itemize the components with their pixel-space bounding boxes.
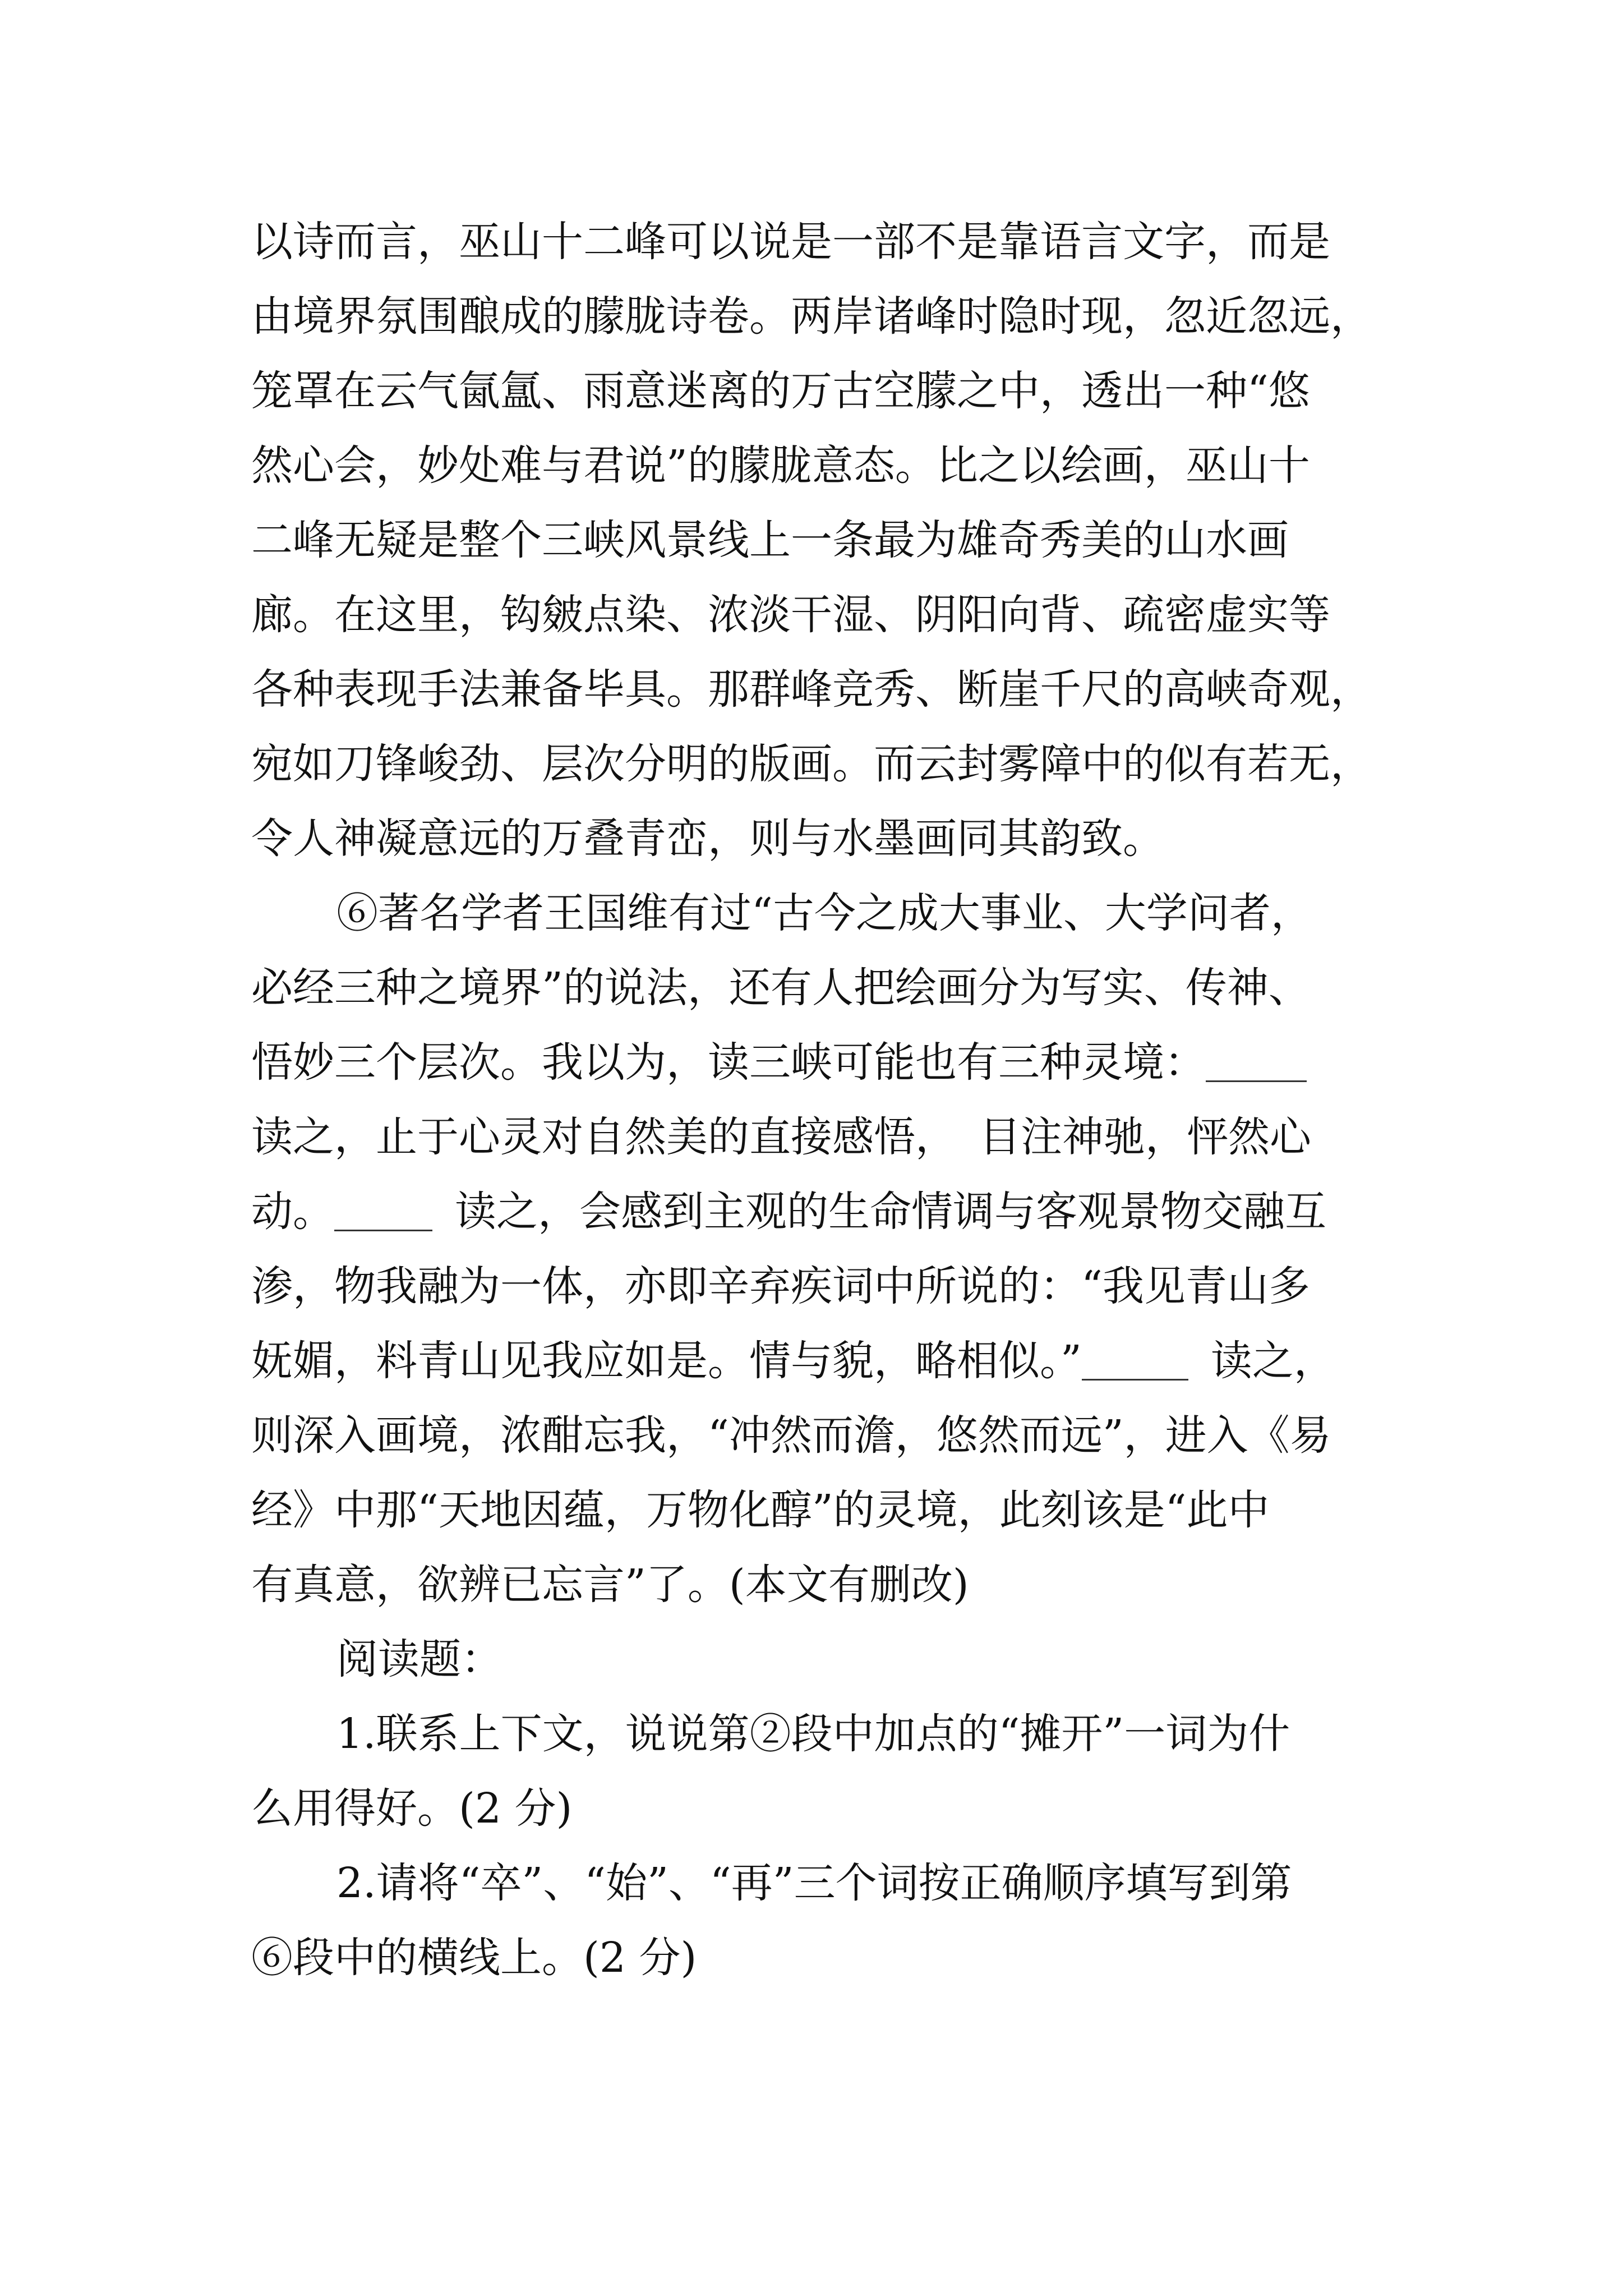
question-2-line: 2.请将“卒”、“始”、“再”三个词按正确顺序填写到第	[336, 1859, 1292, 1907]
question-2-line: ⑥段中的横线上。(2 分)	[251, 1934, 697, 1982]
text-line: 然心会，妙处难与君说”的朦胧意态。比之以绘画，巫山十	[251, 441, 1310, 490]
text-line: 令人神凝意远的万叠青峦，则与水墨画同其韵致。	[251, 815, 1164, 863]
paragraph-6-text: 动。	[251, 1188, 334, 1236]
paragraph-6-line: 则深入画境，浓酣忘我，“冲然而澹，悠然而远”，进入《易	[251, 1411, 1331, 1460]
paragraph-6-text: 妩媚，料青山见我应如是。情与貌，略相似。”	[251, 1337, 1082, 1385]
paragraph-6-line	[251, 1333, 1335, 1389]
question-1-line: 1.联系上下文，说说第②段中加点的“摊开”一词为什	[336, 1710, 1290, 1758]
text-line: 廊。在这里，钩皴点染、浓淡干湿、阴阳向背、疏密虚实等	[251, 591, 1330, 639]
paragraph-6-line: 经》中那“天地因蕴，万物化醇”的灵境，此刻该是“此中	[251, 1486, 1270, 1534]
text-line: 以诗而言，巫山十二峰可以说是一部不是靠语言文字，而是	[251, 218, 1330, 266]
paragraph-6-line: 必经三种之境界”的说法，还有人把绘画分为写实、传神、	[251, 964, 1310, 1012]
paragraph-6-line	[251, 1034, 1307, 1091]
paragraph-6-text: 目注神驰，怦然心	[979, 1113, 1311, 1161]
paragraph-6-line: ⑥著名学者王国维有过“古今之成大事业、大学问者，	[336, 889, 1312, 937]
questions-heading: 阅读题：	[336, 1635, 502, 1683]
paragraph-6-line: 有真意，欲辨已忘言”了。(本文有删改)	[251, 1561, 969, 1609]
paragraph-6-text: 读之，会感到主观的生命情调与客观景物交融互	[455, 1188, 1326, 1236]
paragraph-6-text: 读之，	[1210, 1337, 1335, 1385]
text-line: 笼罩在云气氤氲、雨意迷离的万古空朦之中，透出一种“悠	[251, 367, 1310, 415]
paragraph-6-line	[251, 1184, 1326, 1240]
text-line: 宛如刀锋峻劲、层次分明的版画。而云封雾障中的似有若无，	[251, 740, 1372, 788]
paragraph-6-line: 渗，物我融为一体，亦即辛弃疾词中所说的：“我见青山多	[251, 1262, 1310, 1310]
text-line: 各种表现手法兼备毕具。那群峰竞秀、断崖千尺的高峡奇观，	[251, 665, 1372, 714]
fill-blank-2[interactable]	[334, 1189, 432, 1231]
text-line: 二峰无疑是整个三峡风景线上一条最为雄奇秀美的山水画	[251, 516, 1289, 564]
paragraph-6-text: 悟妙三个层次。我以为，读三峡可能也有三种灵境：	[251, 1038, 1206, 1087]
question-1-line: 么用得好。(2 分)	[251, 1784, 573, 1833]
paragraph-6-line	[251, 1109, 1311, 1165]
fill-blank-1[interactable]	[1206, 1040, 1307, 1082]
paragraph-6-text: 读之，止于心灵对自然美的直接感悟，	[251, 1113, 957, 1161]
fill-blank-3[interactable]	[1082, 1338, 1188, 1381]
text-line: 由境界氛围酿成的朦胧诗卷。两岸诸峰时隐时现，忽近忽远，	[251, 292, 1372, 341]
